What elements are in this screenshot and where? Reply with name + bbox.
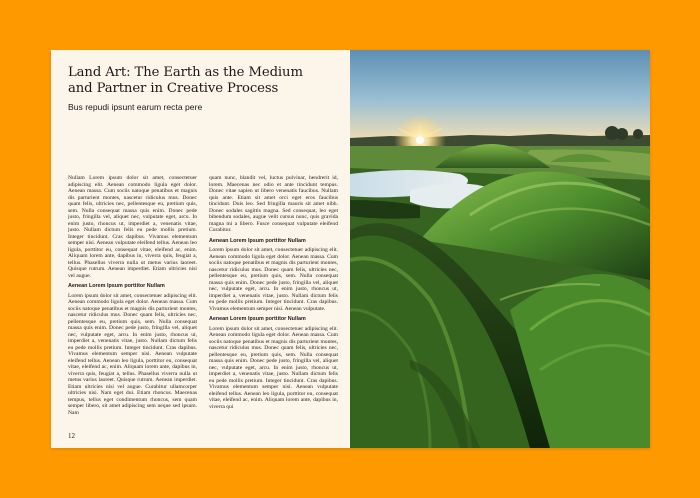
section-heading: Aenean Lorem Ipsum porttitor Nullam	[209, 237, 306, 244]
page-number: 12	[68, 432, 75, 440]
section-heading: Aenean Lorem Ipsum porttitor Nullam	[209, 316, 306, 322]
paragraph: quam nunc, blandit vel, luctus pulvinar, hendrerit id, lorem. Maecenas nec odio et ante tincidunt tempus. Donec vitae sapien ut libero venenatis faucibus. Nullam quis ante. Etiam sit amet orci eget eros faucibus tincidunt. Duis leo. Sed fringilla mauris sit amet nibh. Donec sodales sagittis magna. Sed consequat, leo eget bibendum sodales, augue velit cursus nunc, quis gravida magna mi a libero. Fusce consequat vulputate eleifend Curabitur.	[209, 175, 338, 233]
text-column-2	[209, 175, 338, 430]
left-page	[51, 50, 350, 448]
section-heading: Aenean Lorem Ipsum porttitor Nullam	[68, 283, 165, 289]
paragraph: Lorem ipsum dolor sit amet, consectetuer adipiscing elit. Aenean commodo ligula eget dolor. Aenean massa. Cum sociis natoque penatibus et magnis dis parturient montes, nascetur ridiculus mus. Donec quam felis, ultricies nec, pellentesque eu, pretium quis, sem. Nulla consequat massa quis enim. Donec pede justo, fringilla vel, aliquet nec, vulputate eget, arcu. In enim justo, rhoncus ut, imperdiet a, venenatis vitae, justo. Nullam dictum felis eu pede mollis pretium. Integer tincidunt. Cras dapibus. Vivamus elementum semper nisi. Aenean vulputate eleifend tellus. Aenean leo ligula, porttitor eu, consequat vitae, eleifend ac, enim. Aliquam lorem ante, dapibus in, viverra quis, feugiat a, tellus. Phasellus viverra nulla ut metus varius laoreet. Quisque rutrum. Aenean imperdiet. Etiam ultricies nisi vel augue. Curabitur ullamcorper ultricies nisi. Nam eget dui. Etiam rhoncus. Maecenas tempus, tellus eget condimentum rhoncus, sem quam semper libero, sit amet adipiscing sem neque sed ipsum. Nam	[68, 292, 197, 416]
magazine-spread	[51, 50, 650, 448]
body-text	[68, 175, 338, 430]
paragraph: Lorem ipsum dolor sit amet, consectetuer adipiscing elit. Aenean commodo ligula eget dolor. Aenean massa. Cum sociis natoque penatibus et magnis dis parturient montes, nascetur ridiculus mus. Donec quam felis, ultricies nec, pellentesque eu, pretium quis, sem. Nulla consequat massa quis enim. Donec pede justo, fringilla vel, aliquet nec, vulputate eget, arcu. In enim justo, rhoncus ut, imperdiet a, venenatis vitae, justo. Nullam dictum felis eu pede mollis pretium. Integer tincidunt. Cras dapibus. Vivamus elementum semper nisi. Aenean vulputate eleifend tellus. Aenean leo ligula, porttitor eu, consequat vitae, eleifend ac, enim. Aliquam lorem ante, dapibus in, viverra qui	[209, 325, 338, 410]
paragraph: Nullam Lorem ipsum dolor sit amet, consectetuer adipiscing elit. Aenean commodo ligula eget dolor. Aenean massa. Cum sociis natoque penatibus et magnis dis parturient montes, nascetur ridiculus mus. Donec quam felis, ultricies nec, pellentesque eu, pretium quis, sem. Nulla consequat massa quis enim. Donec pede justo, fringilla vel, aliquet nec, vulputate eget, arcu. In enim justo, rhoncus ut, imperdiet a, venenatis vitae, justo. Nullam dictum felis eu pede mollis pretium. Integer tincidunt. Cras dapibus. Vivamus elementum semper nisi. Aenean vulputate eleifend tellus. Aenean leo ligula, porttitor eu, consequat vitae, eleifend ac, enim. Aliquam lorem ante, dapibus in, viverra quis, feugiat a, tellus. Phasellus viverra nulla ut metus varius laoreet. Quisque rutrum. Aenean imperdiet. Etiam ultricies nisi vel augue.	[68, 175, 197, 279]
article-title: Land Art: The Earth as the Medium and Partner in Creative Process	[68, 65, 303, 96]
land-art-photo	[350, 50, 650, 448]
right-page	[350, 50, 650, 448]
text-column-1	[68, 175, 197, 430]
article-subtitle: Bus repudi ipsunt earum recta pere	[68, 102, 203, 112]
paragraph: Lorem ipsum dolor sit amet, consectetuer adipiscing elit. Aenean commodo ligula eget dolor. Aenean massa. Cum sociis natoque penatibus et magnis dis parturient montes, nascetur ridiculus mus. Donec quam felis, ultricies nec, pellentesque eu, pretium quis, sem. Nulla consequat massa quis enim. Donec pede justo, fringilla vel, aliquet nec, vulputate eget, arcu. In enim justo, rhoncus ut, imperdiet a, venenatis vitae, justo. Nullam dictum felis eu pede mollis pretium. Integer tincidunt. Cras dapibus. Vivamus elementum semper nisi. Aenean vulputate.	[209, 247, 338, 312]
